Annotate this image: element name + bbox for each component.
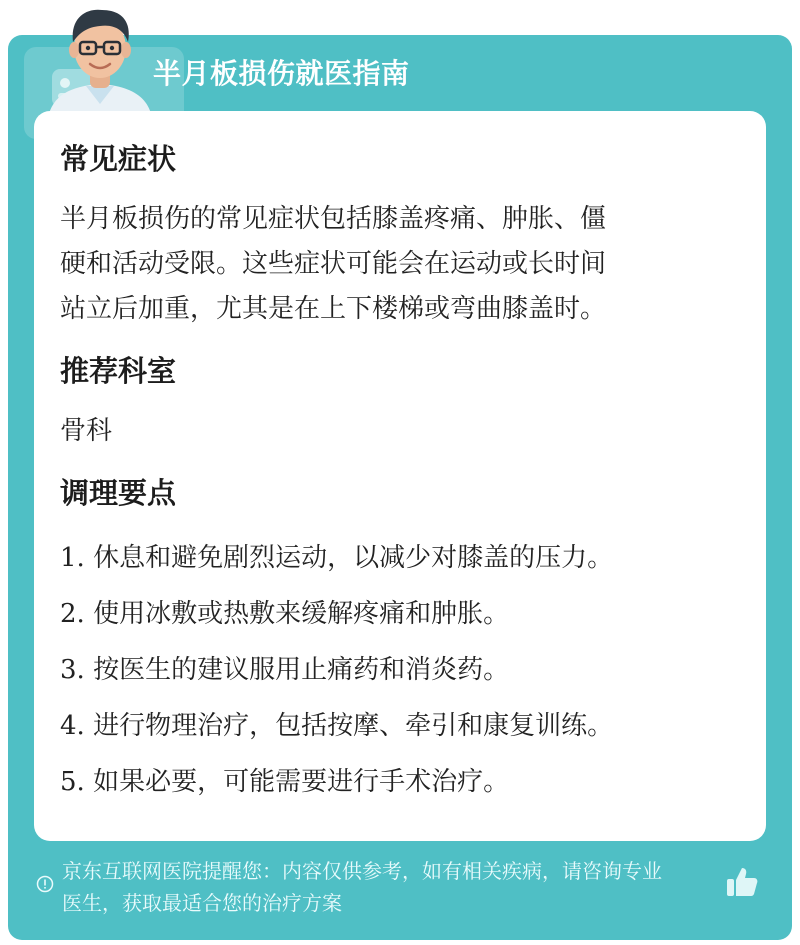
doctor-avatar	[40, 0, 160, 118]
item-number: 4.	[60, 711, 85, 741]
list-item	[60, 705, 613, 742]
info-circle-icon	[36, 875, 54, 893]
item-text: 进行物理治疗，包括按摩、牵引和康复训练。	[93, 711, 614, 741]
symptoms-line: 硬和活动受限。这些症状可能会在运动或长时间	[60, 249, 607, 279]
department-heading: 推荐科室	[60, 354, 177, 388]
item-number: 3.	[60, 655, 85, 685]
symptoms-line: 站立后加重，尤其是在上下楼梯或弯曲膝盖时。	[60, 294, 607, 324]
department-text: 骨科	[60, 416, 113, 446]
list-item	[60, 649, 509, 686]
item-number: 1.	[60, 543, 85, 573]
thumbs-up-icon[interactable]	[724, 864, 760, 900]
page-title: 半月板损伤就医指南	[153, 57, 410, 90]
symptoms-line: 半月板损伤的常见症状包括膝盖疼痛、肿胀、僵	[60, 204, 607, 234]
list-item	[60, 537, 613, 574]
content-card	[34, 111, 766, 841]
symptoms-text	[60, 197, 740, 332]
item-number: 5.	[60, 767, 85, 797]
item-text: 休息和避免剧烈运动，以减少对膝盖的压力。	[93, 543, 614, 573]
disclaimer-line: 医生，获取最适合您的治疗方案	[62, 891, 342, 915]
item-text: 如果必要，可能需要进行手术治疗。	[93, 767, 510, 797]
care-heading: 调理要点	[60, 476, 177, 510]
symptoms-heading: 常见症状	[60, 142, 177, 176]
item-text: 使用冰敷或热敷来缓解疼痛和肿胀。	[93, 599, 510, 629]
item-text: 按医生的建议服用止痛药和消炎药。	[93, 655, 510, 685]
item-number: 2.	[60, 599, 85, 629]
disclaimer	[62, 855, 732, 919]
disclaimer-line: 京东互联网医院提醒您：内容仅供参考，如有相关疾病，请咨询专业	[62, 859, 662, 883]
list-item	[60, 761, 509, 798]
list-item	[60, 593, 509, 630]
